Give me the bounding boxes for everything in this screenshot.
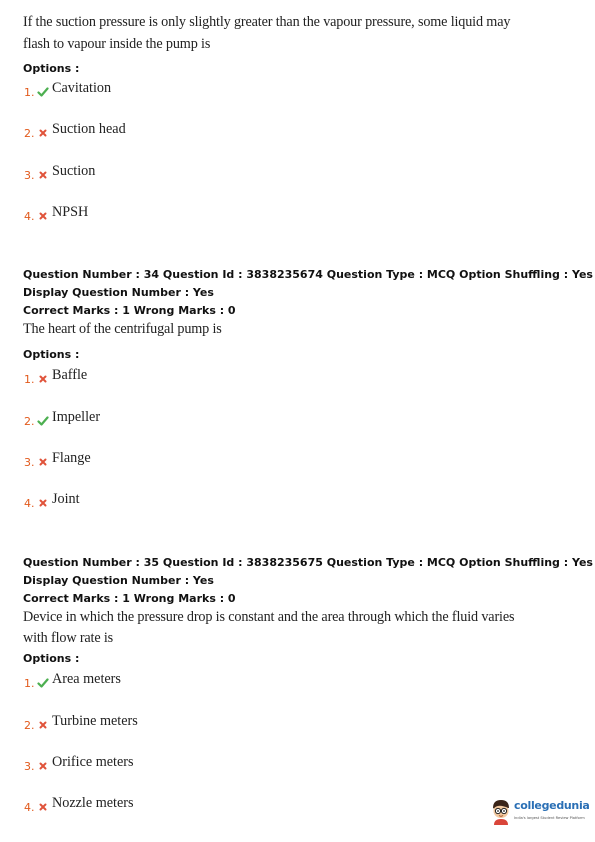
option-label: NPSH xyxy=(52,204,89,220)
option-number: 2. xyxy=(24,415,35,428)
collegedunia-logo xyxy=(489,796,589,830)
option-number: 4. xyxy=(24,497,35,510)
option-label: Cavitation xyxy=(52,80,112,96)
question-text-line: Device in which the pressure drop is constant and the area through which the fluid varies xyxy=(23,609,515,625)
cross-icon xyxy=(37,169,49,181)
option-number: 2. xyxy=(24,127,35,140)
option-label: Orifice meters xyxy=(52,754,134,770)
question-text-line: The heart of the centrifugal pump is xyxy=(23,321,222,337)
cross-icon xyxy=(37,373,49,385)
cross-icon xyxy=(37,456,49,468)
cross-icon xyxy=(37,127,49,139)
option-number: 4. xyxy=(24,801,35,814)
question-meta: Display Question Number : Yes xyxy=(23,574,214,587)
option-label: Suction head xyxy=(52,121,126,137)
option-label: Suction xyxy=(52,163,96,179)
option-label: Baffle xyxy=(52,367,88,383)
option-number: 1. xyxy=(24,373,35,386)
option-label: Turbine meters xyxy=(52,713,138,729)
options-label: Options : xyxy=(23,348,80,361)
question-text-line: with flow rate is xyxy=(23,630,114,646)
option-label: Area meters xyxy=(52,671,121,687)
options-label: Options : xyxy=(23,652,80,665)
question-text-line: flash to vapour inside the pump is xyxy=(23,36,211,52)
cross-icon xyxy=(37,719,49,731)
cross-icon xyxy=(37,497,49,509)
option-label: Impeller xyxy=(52,409,101,425)
option-number: 3. xyxy=(24,456,35,469)
option-label: Nozzle meters xyxy=(52,795,134,811)
option-label: Flange xyxy=(52,450,91,466)
question-meta: Question Number : 35 Question Id : 3838235675 Question Type : MCQ Option Shuffling : Yes xyxy=(23,556,593,569)
question-meta: Question Number : 34 Question Id : 3838235674 Question Type : MCQ Option Shuffling : Yes xyxy=(23,268,593,281)
options-label: Options : xyxy=(23,62,80,75)
question-marks: Correct Marks : 1 Wrong Marks : 0 xyxy=(23,304,236,317)
check-icon xyxy=(37,677,49,689)
logo-wordmark: collegedunia xyxy=(514,799,590,812)
cross-icon xyxy=(37,760,49,772)
cross-icon xyxy=(37,801,49,813)
cross-icon xyxy=(37,210,49,222)
check-icon xyxy=(37,86,49,98)
question-text-line: If the suction pressure is only slightly greater than the vapour pressure, some liquid may xyxy=(23,14,511,30)
option-label: Joint xyxy=(52,491,80,507)
check-icon xyxy=(37,415,49,427)
option-number: 4. xyxy=(24,210,35,223)
option-number: 3. xyxy=(24,760,35,773)
mascot-icon xyxy=(489,798,513,826)
question-marks: Correct Marks : 1 Wrong Marks : 0 xyxy=(23,592,236,605)
question-meta: Display Question Number : Yes xyxy=(23,286,214,299)
option-number: 1. xyxy=(24,86,35,99)
logo-tagline: India's largest Student Review Platform xyxy=(514,816,585,820)
option-number: 2. xyxy=(24,719,35,732)
option-number: 3. xyxy=(24,169,35,182)
option-number: 1. xyxy=(24,677,35,690)
